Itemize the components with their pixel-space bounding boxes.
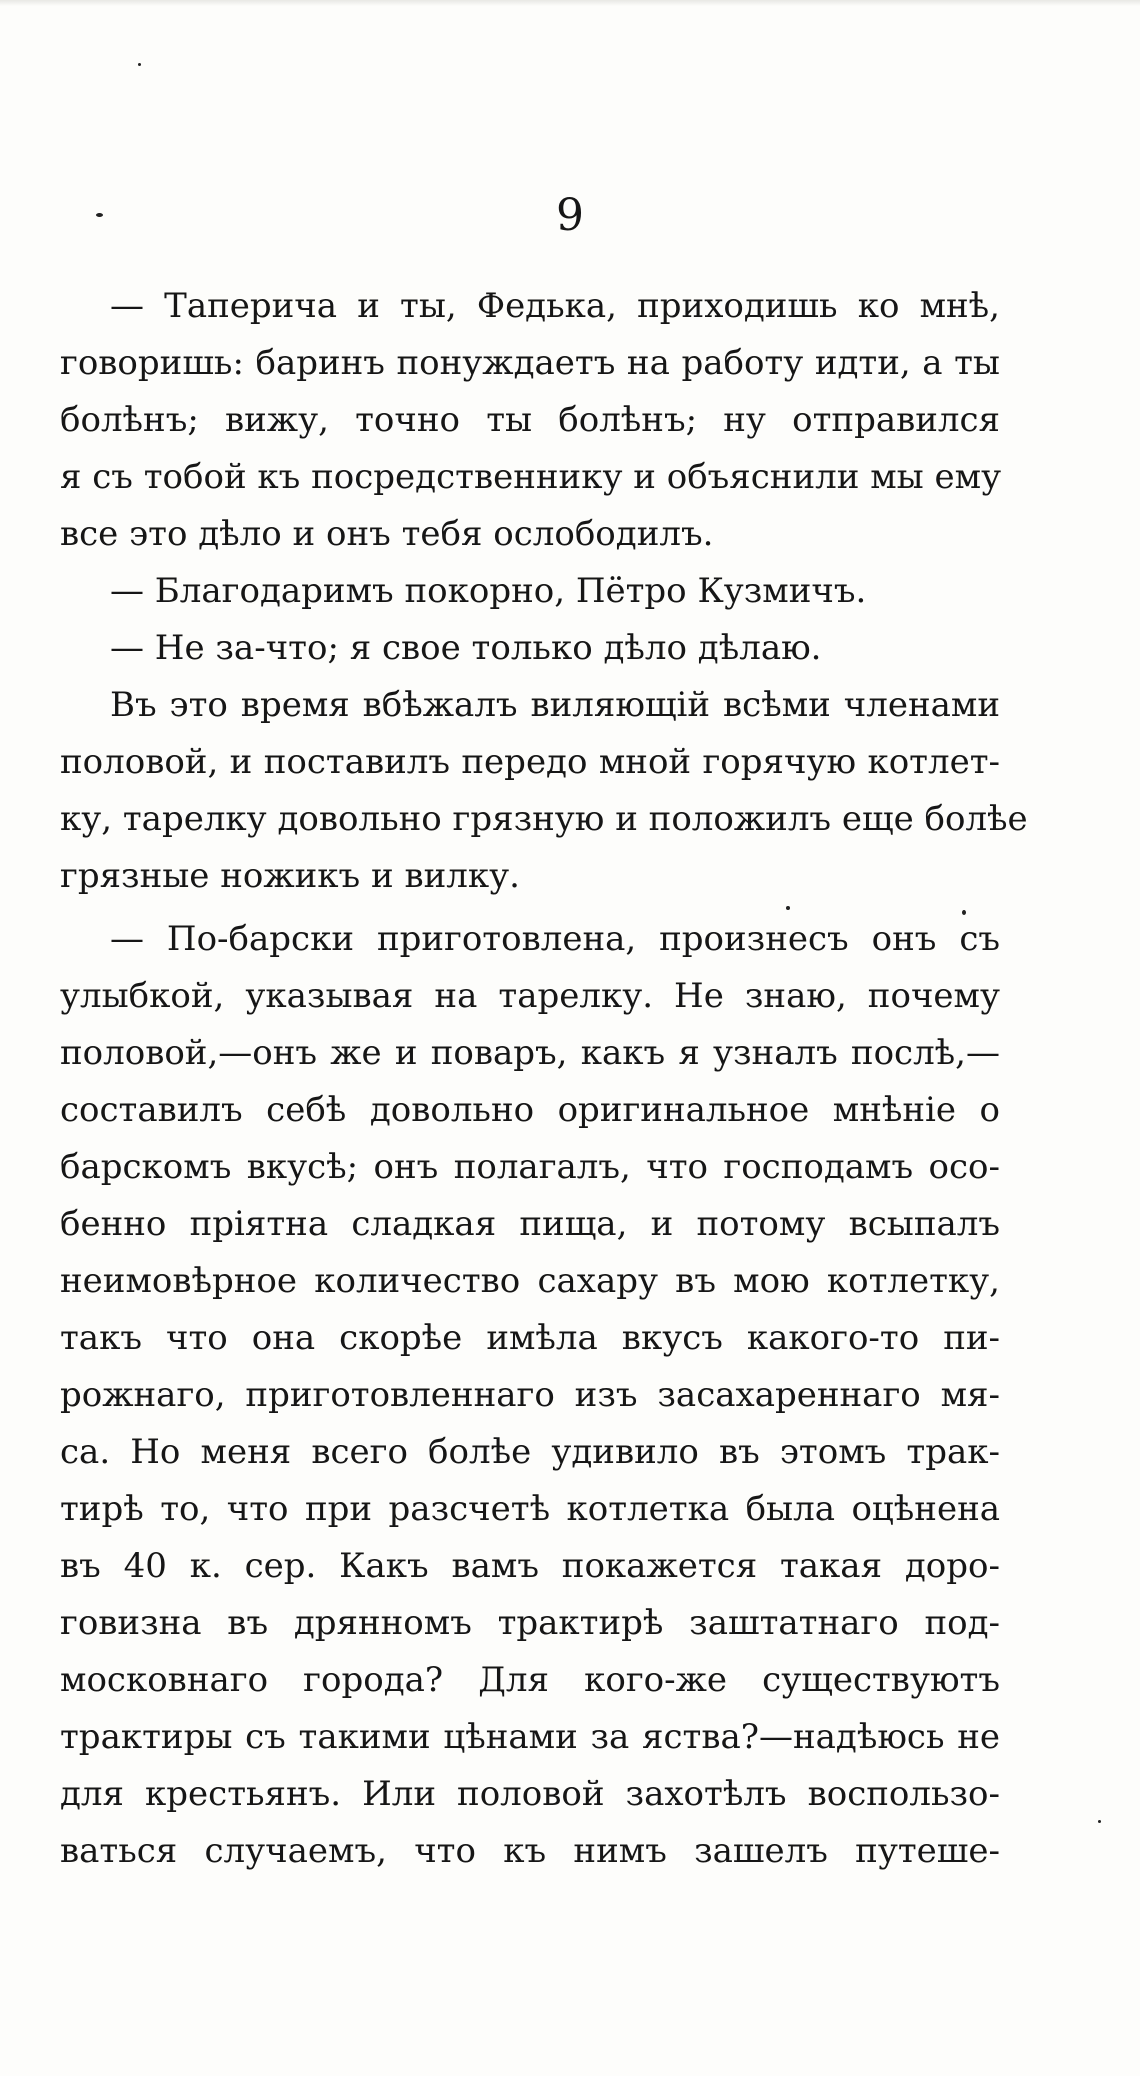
- text-line: грязные ножикъ и вилку.: [60, 856, 520, 896]
- text-line: болѣнъ; вижу, точно ты болѣнъ; ну отправился: [60, 400, 1000, 440]
- ink-speck: [1098, 1820, 1101, 1823]
- text-line: трактиры съ такими цѣнами за яства?—надѣюсь не: [60, 1717, 1000, 1757]
- ink-speck: [138, 63, 141, 66]
- page-top-edge: [0, 0, 1140, 6]
- text-line: неимовѣрное количество сахару въ мою котлетку,: [60, 1261, 1000, 1301]
- text-line: половой,—онъ же и поваръ, какъ я узналъ послѣ,—: [60, 1033, 1000, 1073]
- text-line: такъ что она скорѣе имѣла вкусъ какого-то пи-: [60, 1318, 1000, 1358]
- text-line: барскомъ вкусѣ; онъ полагалъ, что господамъ осо-: [60, 1147, 1000, 1187]
- text-line: бенно пріятна сладкая пища, и потому всыпалъ: [60, 1204, 1000, 1244]
- text-line: все это дѣло и онъ тебя ослободилъ.: [60, 514, 714, 554]
- text-line: половой, и поставилъ передо мной горячую котлет-: [60, 742, 1000, 782]
- text-line: московнаго города? Для кого-же существуютъ: [60, 1660, 1000, 1700]
- ink-speck: [96, 213, 103, 217]
- text-line: ваться случаемъ, что къ нимъ зашелъ путеше-: [60, 1831, 1000, 1871]
- ink-speck: [962, 910, 966, 915]
- text-line: говоришь: баринъ понуждаетъ на работу идти, а ты: [60, 343, 1000, 383]
- text-line: рожнаго, приготовленнаго изъ засахареннаго мя-: [60, 1375, 1000, 1415]
- text-line: тирѣ то, что при разсчетѣ котлетка была оцѣнена: [60, 1489, 1000, 1529]
- text-line: я съ тобой къ посредственнику и объяснили мы ему: [60, 457, 1002, 497]
- text-line: ку, тарелку довольно грязную и положилъ еще болѣе: [60, 799, 1028, 839]
- text-line: — Таперича и ты, Федька, приходишь ко мнѣ,: [110, 286, 1000, 326]
- text-line: са. Но меня всего болѣе удивило въ этомъ трак-: [60, 1432, 1000, 1472]
- body-text: [60, 278, 1028, 1880]
- ink-speck: [786, 906, 790, 910]
- text-line: составилъ себѣ довольно оригинальное мнѣніе о: [60, 1090, 1000, 1130]
- text-line: въ 40 к. сер. Какъ вамъ покажется такая доро-: [60, 1546, 1000, 1586]
- text-line: Въ это время вбѣжалъ виляющій всѣми членами: [110, 685, 1000, 725]
- text-line: — По-барски приготовлена, произнесъ онъ съ: [110, 919, 1000, 959]
- page-number: 9: [556, 190, 584, 241]
- text-line: — Не за-что; я свое только дѣло дѣлаю.: [110, 628, 822, 668]
- text-line: для крестьянъ. Или половой захотѣлъ воспользо-: [60, 1774, 1000, 1814]
- text-line: говизна въ дрянномъ трактирѣ заштатнаго под-: [60, 1603, 1000, 1643]
- text-line: улыбкой, указывая на тарелку. Не знаю, почему: [60, 976, 1000, 1016]
- text-line: — Благодаримъ покорно, Пётро Кузмичъ.: [110, 571, 867, 611]
